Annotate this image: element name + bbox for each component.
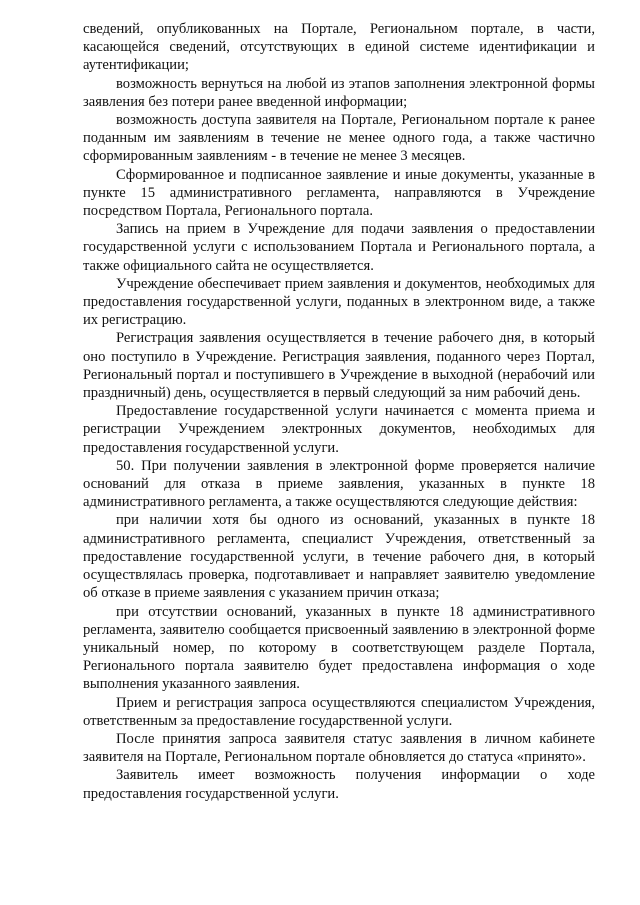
paragraph-8: Предоставление государственной услуги начинается с момента приема и регистрации Учреждением электронных документов, необходимых для предоставления государственной услуги. — [83, 403, 595, 456]
paragraph-1: сведений, опубликованных на Портале, Региональном портале, в части, касающейся сведений, отсутствующих в единой системе идентификации и аутентификации; — [83, 21, 595, 74]
paragraph-13: После принятия запроса заявителя статус заявления в личном кабинете заявителя на Портале, Региональном портале обновляется до статуса «принято». — [83, 730, 595, 766]
paragraph-4: Сформированное и подписанное заявление и иные документы, указанные в пункте 15 административного регламента, направляются в Учреждение посредством Портала, Регионального портала. — [83, 166, 595, 220]
paragraph-14: Заявитель имеет возможность получения информации о ходе предоставления государственной услуги. — [83, 767, 595, 802]
paragraph-5: Запись на прием в Учреждение для подачи заявления о предоставлении государственной услуги с использованием Портала и Регионального портала, а также официального сайта не осуществляется. — [83, 221, 595, 274]
paragraph-2: возможность вернуться на любой из этапов заполнения электронной формы заявления без потери ранее введенной информации; — [83, 75, 595, 110]
paragraph-12: Прием и регистрация запроса осуществляются специалистом Учреждения, ответственным за предоставление государственной услуги. — [83, 694, 595, 729]
paragraph-3: возможность доступа заявителя на Портале, Региональном портале к ранее поданным им заявлениям в течение не менее одного года, а также частично сформированным заявлениям - в течение не менее 3 месяцев. — [83, 112, 595, 165]
paragraph-10: при наличии хотя бы одного из оснований, указанных в пункте 18 административного регламента, специалист Учреждения, ответственный за предоставление государственной услуги, в течение рабочего дня, в который осуществлялась проверка, подготавливает и направляет заявителю уведомление об отказе в приеме заявления с указанием причин отказа; — [83, 512, 595, 602]
paragraph-9: 50. При получении заявления в электронной форме проверяется наличие оснований для отказа в приеме заявления, указанных в пункте 18 административного регламента, а также осуществляются следующие действия: — [83, 457, 595, 511]
paragraph-7: Регистрация заявления осуществляется в течение рабочего дня, в который оно поступило в Учреждение. Регистрация заявления, поданного через Портал, Региональный портал и поступившего в Учреждение в выходной (нерабочий или праздничный) день, осуществляется в первый следующий за ним рабочий день. — [83, 330, 595, 402]
document-page — [83, 0, 595, 803]
paragraph-6: Учреждение обеспечивает прием заявления и документов, необходимых для предоставления государственной услуги, поданных в электронном виде, а также их регистрацию. — [83, 275, 595, 329]
paragraph-11: при отсутствии оснований, указанных в пункте 18 административного регламента, заявителю сообщается присвоенный заявлению в электронной форме уникальный номер, по которому в соответствующем разделе Портала, Регионального портала заявителю будет предоставлена информация о ходе выполнения указанного заявления. — [83, 603, 595, 693]
